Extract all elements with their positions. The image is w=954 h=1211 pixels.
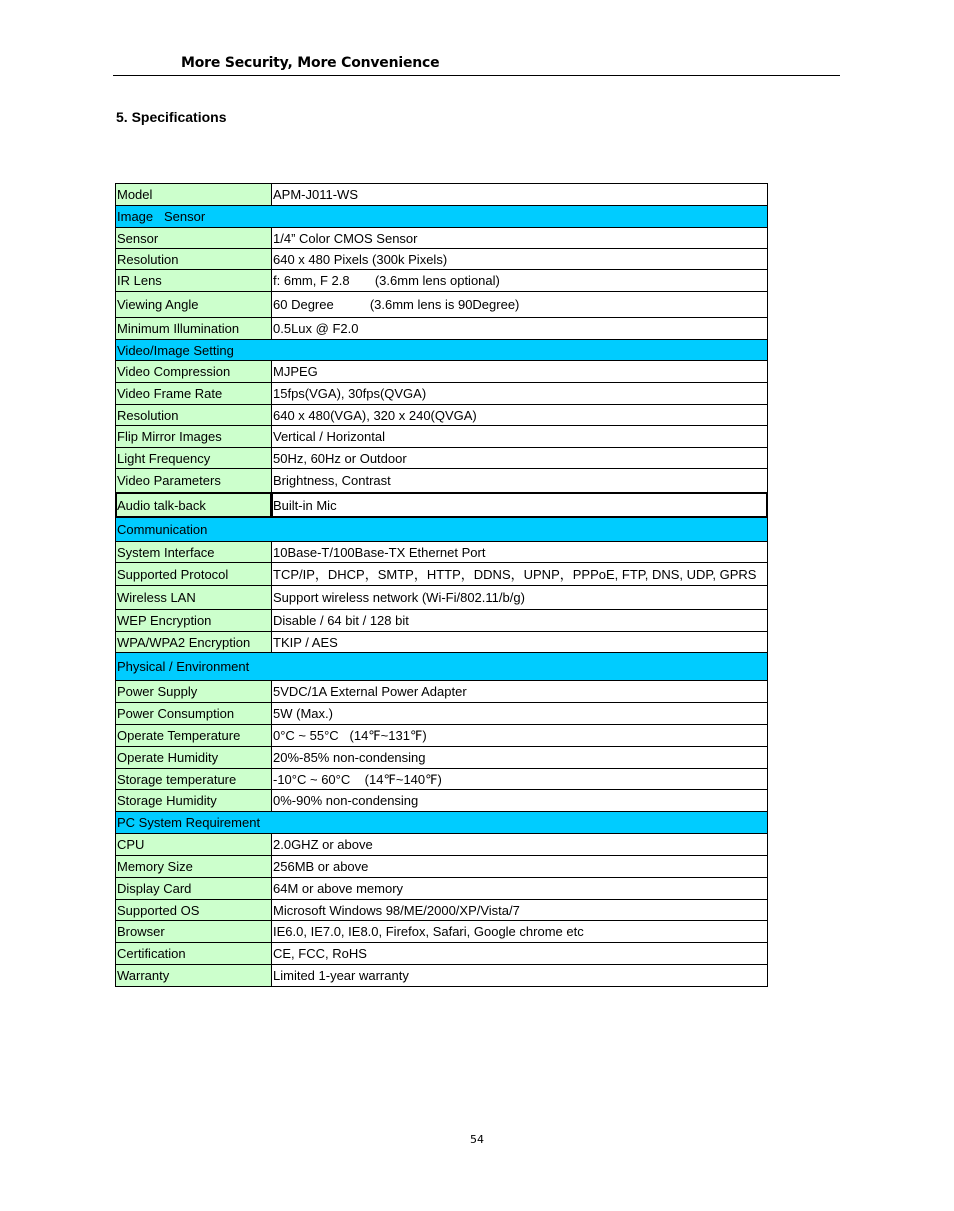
- spec-value: 0°C ~ 55°C (14℉~131℉): [272, 725, 768, 747]
- spec-label: System Interface: [116, 542, 272, 563]
- section-header-row: [116, 340, 768, 361]
- spec-value: CE, FCC, RoHS: [272, 943, 768, 965]
- spec-label: Display Card: [116, 878, 272, 900]
- spec-value: 5W (Max.): [272, 703, 768, 725]
- spec-value: Built-in Mic: [272, 493, 768, 518]
- spec-value: 2.0GHZ or above: [272, 834, 768, 856]
- spec-value: MJPEG: [272, 361, 768, 383]
- table-row: [116, 405, 768, 426]
- table-row: [116, 318, 768, 340]
- page-number: 54: [470, 1133, 484, 1146]
- table-row: [116, 383, 768, 405]
- spec-value: 5VDC/1A External Power Adapter: [272, 681, 768, 703]
- section-header-label: Image Sensor: [116, 206, 768, 228]
- section-header-label: Communication: [116, 518, 768, 542]
- table-row: [116, 790, 768, 812]
- table-row: [116, 703, 768, 725]
- spec-value: 1/4” Color CMOS Sensor: [272, 228, 768, 249]
- spec-value: IE6.0, IE7.0, IE8.0, Firefox, Safari, Google chrome etc: [272, 921, 768, 943]
- table-row: [116, 184, 768, 206]
- spec-value: 0.5Lux @ F2.0: [272, 318, 768, 340]
- table-row: [116, 586, 768, 610]
- spec-label: Flip Mirror Images: [116, 426, 272, 448]
- table-row: [116, 563, 768, 586]
- table-row: [116, 361, 768, 383]
- table-row: [116, 834, 768, 856]
- spec-label: Light Frequency: [116, 448, 272, 469]
- table-row: [116, 493, 768, 518]
- header-title: More Security, More Convenience: [181, 55, 440, 71]
- header-divider: [113, 75, 840, 76]
- table-row: [116, 542, 768, 563]
- table-row: [116, 921, 768, 943]
- section-header-row: [116, 653, 768, 681]
- spec-label: Power Supply: [116, 681, 272, 703]
- spec-label: Video Compression: [116, 361, 272, 383]
- spec-label: Resolution: [116, 405, 272, 426]
- section-header-row: [116, 206, 768, 228]
- spec-label: Browser: [116, 921, 272, 943]
- spec-value: 60 Degree (3.6mm lens is 90Degree): [272, 292, 768, 318]
- table-row: [116, 856, 768, 878]
- spec-label: Wireless LAN: [116, 586, 272, 610]
- spec-value: 0%-90% non-condensing: [272, 790, 768, 812]
- table-row: [116, 469, 768, 493]
- spec-label: IR Lens: [116, 270, 272, 292]
- spec-value: -10°C ~ 60°C (14℉~140℉): [272, 769, 768, 790]
- spec-value: Disable / 64 bit / 128 bit: [272, 610, 768, 632]
- spec-label: WEP Encryption: [116, 610, 272, 632]
- spec-label: Video Frame Rate: [116, 383, 272, 405]
- spec-value: TCP/IP，DHCP，SMTP，HTTP，DDNS，UPNP，PPPoE, FTP, DNS, UDP, GPRS: [272, 563, 768, 586]
- spec-value: 640 x 480 Pixels (300k Pixels): [272, 249, 768, 270]
- spec-label: Supported Protocol: [116, 563, 272, 586]
- spec-label: Audio talk-back: [116, 493, 272, 518]
- specifications-table: [115, 183, 768, 987]
- spec-value: TKIP / AES: [272, 632, 768, 653]
- spec-value: Support wireless network (Wi-Fi/802.11/b/g): [272, 586, 768, 610]
- spec-value: 20%-85% non-condensing: [272, 747, 768, 769]
- table-row: [116, 448, 768, 469]
- spec-label: Power Consumption: [116, 703, 272, 725]
- spec-value: Limited 1-year warranty: [272, 965, 768, 987]
- spec-value: Brightness, Contrast: [272, 469, 768, 493]
- table-row: [116, 747, 768, 769]
- spec-value: APM-J011-WS: [272, 184, 768, 206]
- spec-label: Sensor: [116, 228, 272, 249]
- spec-label: Storage temperature: [116, 769, 272, 790]
- table-row: [116, 270, 768, 292]
- table-row: [116, 426, 768, 448]
- table-row: [116, 681, 768, 703]
- section-header-label: Video/Image Setting: [116, 340, 768, 361]
- table-row: [116, 965, 768, 987]
- section-header-row: [116, 518, 768, 542]
- table-row: [116, 228, 768, 249]
- spec-value: 15fps(VGA), 30fps(QVGA): [272, 383, 768, 405]
- spec-value: 10Base-T/100Base-TX Ethernet Port: [272, 542, 768, 563]
- spec-label: Certification: [116, 943, 272, 965]
- spec-value: 640 x 480(VGA), 320 x 240(QVGA): [272, 405, 768, 426]
- spec-label: Memory Size: [116, 856, 272, 878]
- spec-label: Viewing Angle: [116, 292, 272, 318]
- spec-label: Storage Humidity: [116, 790, 272, 812]
- section-header-label: PC System Requirement: [116, 812, 768, 834]
- spec-label: Supported OS: [116, 900, 272, 921]
- spec-label: WPA/WPA2 Encryption: [116, 632, 272, 653]
- spec-label: Operate Temperature: [116, 725, 272, 747]
- spec-value: 64M or above memory: [272, 878, 768, 900]
- table-row: [116, 249, 768, 270]
- spec-value: f: 6mm, F 2.8 (3.6mm lens optional): [272, 270, 768, 292]
- table-row: [116, 725, 768, 747]
- section-header-label: Physical / Environment: [116, 653, 768, 681]
- spec-value: Microsoft Windows 98/ME/2000/XP/Vista/7: [272, 900, 768, 921]
- spec-value: 50Hz, 60Hz or Outdoor: [272, 448, 768, 469]
- table-row: [116, 769, 768, 790]
- table-row: [116, 878, 768, 900]
- spec-label: Operate Humidity: [116, 747, 272, 769]
- table-row: [116, 900, 768, 921]
- spec-label: Model: [116, 184, 272, 206]
- spec-label: Warranty: [116, 965, 272, 987]
- spec-label: Resolution: [116, 249, 272, 270]
- table-row: [116, 292, 768, 318]
- table-row: [116, 610, 768, 632]
- spec-label: Video Parameters: [116, 469, 272, 493]
- section-heading: 5. Specifications: [116, 109, 227, 125]
- table-row: [116, 943, 768, 965]
- spec-label: CPU: [116, 834, 272, 856]
- table-row: [116, 632, 768, 653]
- spec-label: Minimum Illumination: [116, 318, 272, 340]
- section-header-row: [116, 812, 768, 834]
- spec-value: Vertical / Horizontal: [272, 426, 768, 448]
- spec-value: 256MB or above: [272, 856, 768, 878]
